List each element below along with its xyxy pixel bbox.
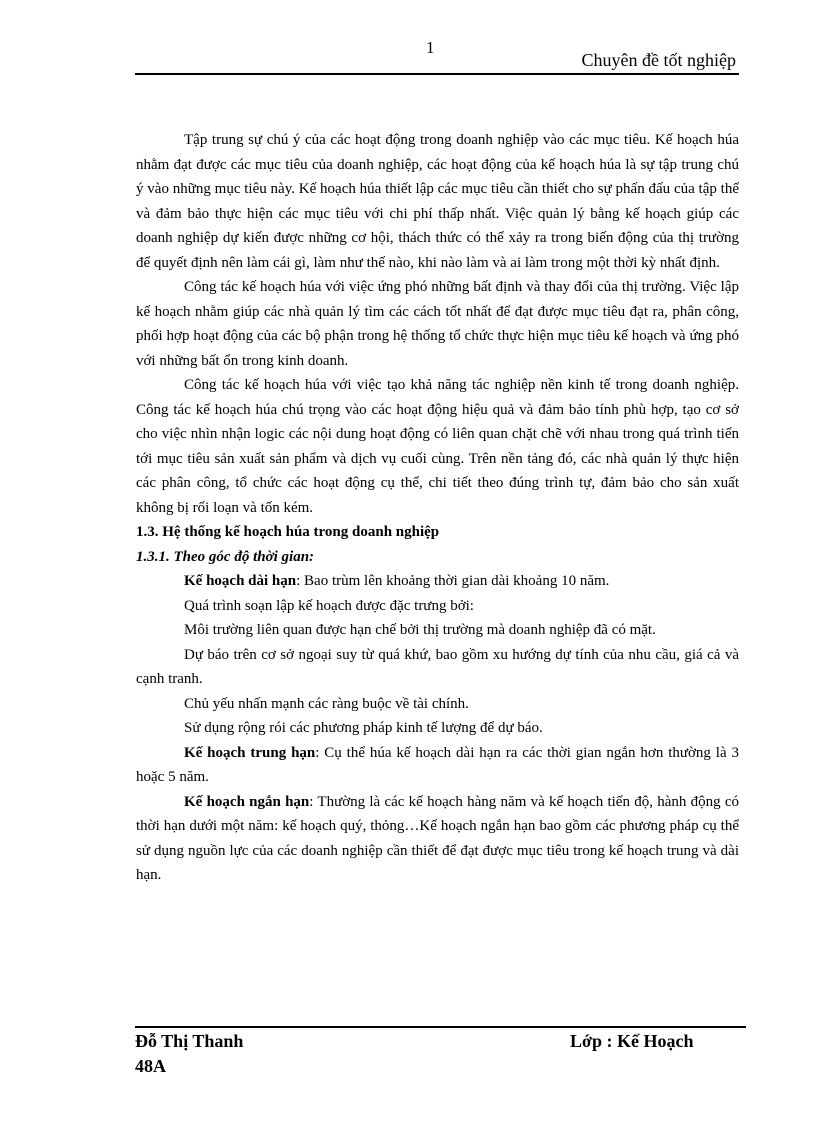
mid-term-text: : Cụ thể húa kế hoạch dài hạn ra các thời gian ngắn hơn thường là 3 hoặc 5 năm.: [136, 744, 739, 785]
header-title: Chuyên đề tốt nghiệp: [581, 50, 736, 70]
mid-term-label: Kế hoạch trung hạn: [184, 744, 316, 761]
section-heading: 1.3. Hệ thống kế hoạch húa trong doanh nghiệp: [136, 524, 440, 540]
paragraph-focus-objectives: Tập trung sự chú ý của các hoạt động trong doanh nghiệp vào các mục tiêu. Kế hoạch húa nhằm đạt được các mục tiêu của doanh nghiệp, các hoạt động của kế hoạch húa là sự tập trung chú ý vào những mục tiêu này. Kế hoạch húa thiết lập các mục tiêu cần thiết cho sự phấn đấu của tập thể và đảm bảo thực hiện các mục tiêu với chi phí thấp nhất. Việc quản lý bằng kế hoạch giúp các doanh nghiệp dự kiến được những cơ hội, thách thức có thể xảy ra trong biến động của thị trường để quyết định nên làm cái gì, làm như thế nào, khi nào làm và ai làm trong một thời kỳ nhất định.: [136, 132, 739, 271]
paragraph-operational-capability: Công tác kế hoạch húa với việc tạo khả năng tác nghiệp nền kinh tế trong doanh nghiệp. Công tác kế hoạch húa chú trọng vào các hoạt động hiệu quả và đảm bảo tính phù hợp, tạo cơ sở cho việc nhìn nhận logic các nội dung hoạt động có liên quan chặt chẽ với nhau trong quá trình tiến tới mục tiêu sản xuất sản phẩm và dịch vụ cuối cùng. Trên nền tảng đó, các nhà quản lý thực hiện các phân công, tổ chức các hoạt động cụ thể, chi tiết theo đúng trình tự, đảm bảo cho sản xuất không bị rối loạn và tốn kém.: [136, 377, 739, 516]
long-term-plan: [136, 569, 739, 594]
document-body: [136, 128, 739, 888]
list-item: Dự báo trên cơ sở ngoại suy từ quá khứ, bao gồm xu hướng dự tính của nhu cầu, giá cả và cạnh tranh.: [136, 646, 739, 687]
header-rule: [135, 73, 739, 75]
footer-class-label: Lớp : Kế Hoạch: [570, 1031, 694, 1051]
short-term-text: : Thường là các kế hoạch hàng năm và kế hoạch tiến độ, hành động có thời hạn dưới một năm: kế hoạch quý, thỏng…Kế hoạch ngắn hạn bao gồm các phương pháp cụ thể sử dụng nguồn lực của các doanh nghiệp cần thiết để đạt được mục tiêu trong kế hoạch trung và dài hạn.: [136, 793, 739, 883]
long-term-text: : Bao trùm lên khoảng thời gian dài khoảng 10 năm.: [296, 573, 610, 589]
footer-rule: [135, 1026, 746, 1028]
footer-class-code: 48A: [135, 1056, 166, 1076]
paragraph-market-uncertainty: Công tác kế hoạch húa với việc ứng phó những bất định và thay đổi của thị trường. Việc lập kế hoạch nhằm giúp các nhà quản lý tìm các cách tốt nhất để đạt được mục tiêu đạt ra, phân công, phối hợp hoạt động của các bộ phận trong hệ thống tổ chức thực hiện mục tiêu kế hoạch và ứng phó với những bất ổn trong kinh doanh.: [136, 279, 739, 369]
footer-author: Đỗ Thị Thanh: [135, 1031, 244, 1051]
short-term-plan: [136, 790, 739, 888]
list-item: Chủ yếu nhấn mạnh các ràng buộc về tài chính.: [184, 695, 469, 712]
list-item: Sử dụng rộng rói các phương pháp kinh tế lượng để dự báo.: [184, 720, 543, 736]
short-term-label: Kế hoạch ngắn hạn: [184, 793, 310, 810]
page-number: 1: [426, 38, 435, 57]
subsection-heading: 1.3.1. Theo góc độ thời gian:: [136, 548, 315, 565]
long-term-label: Kế hoạch dài hạn: [184, 573, 297, 589]
list-item: Quá trình soạn lập kế hoạch được đặc trưng bởi:: [184, 597, 474, 614]
list-item: Môi trường liên quan được hạn chế bởi thị trường mà doanh nghiệp đã có mặt.: [184, 622, 656, 638]
mid-term-plan: [136, 741, 739, 790]
